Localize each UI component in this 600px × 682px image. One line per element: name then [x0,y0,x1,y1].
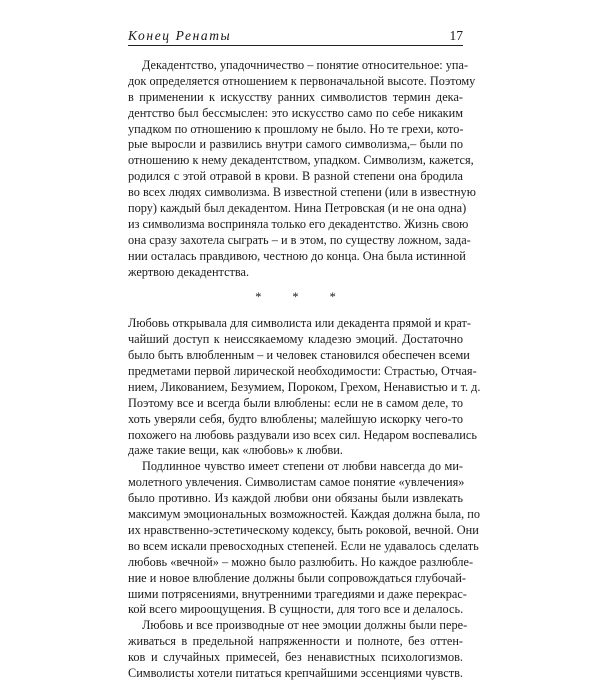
paragraph-line: Подлинное чувство имеет степени от любви навсегда до ми- [142,459,463,474]
section-separator: * * * [255,290,350,305]
paragraph-line: жертвою декадентства. [128,264,250,279]
paragraph-line: нием, Ликованием, Безумием, Пороком, Грехом, Ненавистью и т. д. [128,379,481,394]
running-head [128,26,463,46]
paragraph-line: шими потрясениями, внутренними трагедиями и даже перекрас- [128,586,467,601]
paragraph-line: Любовь открывала для символиста или декадента прямой и крат- [128,316,471,331]
paragraph-line: предметами первой лирической необходимости: Страстью, Отчая- [128,364,477,379]
paragraph-3 [128,459,480,618]
paragraph-line: молетного увлечения. Символистам самое понятие «увлечения» [128,475,465,490]
paragraph-line: во всех людях символизма. В известной степени (или в известную [128,185,476,200]
paragraph-line: было противно. Из каждой любви они обязаны были извлекать [128,491,463,506]
paragraph-2 [128,316,481,459]
running-title: Конец Ренаты [128,28,232,43]
paragraph-line: Любовь и все производные от нее эмоции должны были пере- [142,618,468,633]
paragraph-line: Символисты хотели питаться крепчайшими эссенциями чувств. [128,665,463,680]
paragraph-line: док определяется отношением к первоначальной высоте. Поэтому [128,73,476,88]
paragraph-line: упадком по отношению к прошлому не было. Но те грехи, кото- [128,121,464,136]
paragraph-1 [128,58,476,280]
paragraph-line: ние и новое влюбление должны были сопровождаться глубочай- [128,570,466,585]
paragraph-line: она сразу захотела сыграть – и в этом, по существу ложном, зада- [128,232,471,247]
paragraph-line: отношению к нему декадентством, упадком. Символизм, кажется, [128,153,474,168]
paragraph-line: рые выросли и развились внутри самого символизма,– были по [128,137,463,152]
page-number: 17 [449,28,463,43]
paragraph-line: хоть уверяли себя, будто влюблены; малейшую искорку чего-то [128,411,463,426]
paragraph-line: Декадентство, упадочничество – понятие относительное: упа- [142,58,469,72]
paragraph-line: любовь «вечной» – можно было разлюбить. Но каждое разлюбле- [128,554,474,569]
paragraph-line: чайший доступ к неиссякаемому кладезю эмоций. Достаточно [128,332,463,347]
header-rule [128,45,463,46]
paragraph-line: дентство был бессмыслен: это искусство само по себе никаким [128,105,463,120]
paragraph-line: живаться в предельной напряженности и полноте, без оттен- [128,634,463,649]
paragraph-line: ков и случайных примесей, без ненавистных психологизмов. [128,650,463,665]
paragraph-line: кой всего мироощущения. В сущности, для того все и делалось. [128,602,464,617]
paragraph-4 [128,618,468,682]
paragraph-line: было быть влюбленным – и человек становился обеспечен всеми [128,348,470,363]
paragraph-line: Поэтому все и всегда были влюблены: если не в самом деле, то [128,395,463,410]
paragraph-line: их нравственно-эстетическому кодексу, быть роковой, вечной. Они [128,522,479,537]
paragraph-line: максимум эмоциональных возможностей. Каждая должна была, по [128,507,480,522]
paragraph-line: пору) каждый был декадентом. Нина Петровская (и не она одна) [128,201,467,216]
paragraph-line: нии осталась правдивою, честною до конца. Она была истинной [128,248,466,263]
paragraph-line: похожего на любовь раздували изо всех сил. Недаром воспевались [128,427,477,442]
body-text [128,58,481,682]
paragraph-line: из символизма восприняла только его декадентство. Жизнь свою [128,216,469,231]
paragraph-line: во всем искали превосходных степеней. Если не удавалось сделать [128,538,479,553]
paragraph-line: родился с этой отравой в крови. В разной степени она бродила [128,169,463,184]
paragraph-line: даже такие вещи, как «любовь» к любви. [128,443,343,458]
paragraph-line: в применении к искусству ранних символистов термин дека- [128,89,463,104]
